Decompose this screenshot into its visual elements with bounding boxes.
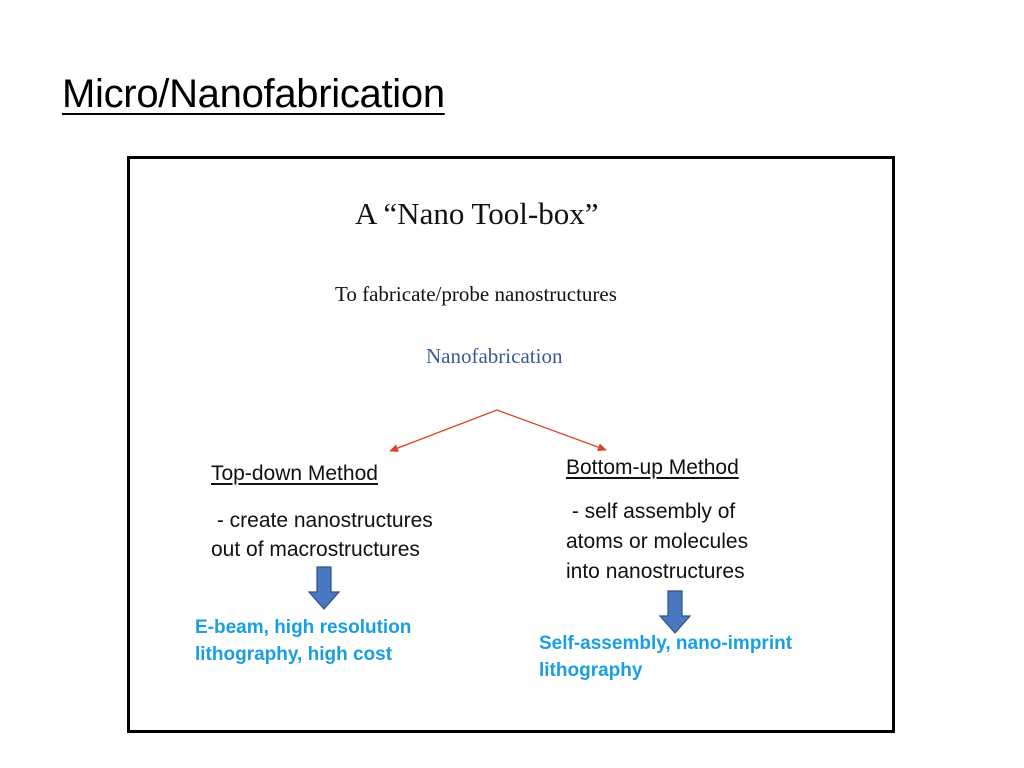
toolbox-heading: A “Nano Tool-box” xyxy=(355,196,599,231)
down-arrow-icon xyxy=(660,591,690,633)
top-down-description: - create nanostructures out of macrostructures xyxy=(211,509,433,561)
nanofabrication-label: Nanofabrication xyxy=(426,344,563,368)
down-arrow-icon xyxy=(309,567,339,609)
branch-arrow-left xyxy=(390,410,497,451)
branch-arrow-right xyxy=(497,410,606,450)
bottom-up-heading: Bottom-up Method xyxy=(566,456,739,479)
slide-title: Micro/Nanofabrication xyxy=(62,72,445,116)
toolbox-subheading: To fabricate/probe nanostructures xyxy=(335,282,617,306)
top-down-result: E-beam, high resolution lithography, high cost xyxy=(195,617,412,665)
bottom-up-description: - self assembly of atoms or molecules into nanostructures xyxy=(566,500,749,583)
top-down-heading: Top-down Method xyxy=(211,462,378,485)
bottom-up-result: Self-assembly, nano-imprint lithography xyxy=(539,633,793,681)
